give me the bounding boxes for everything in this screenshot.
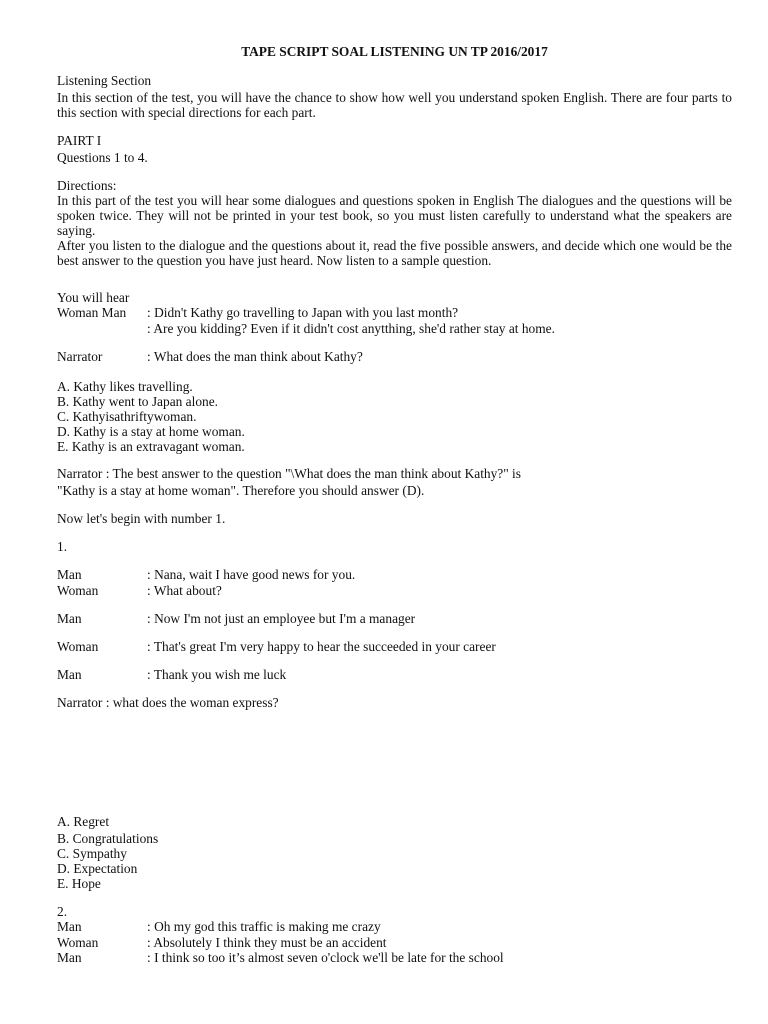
speaker-label: Man xyxy=(57,666,82,682)
directions-paragraph-2: After you listen to the dialogue and the questions about it, read the five possible answers, and decide which one would be the best answer to the question you have just heard. Now listen to a sample question. xyxy=(57,238,732,268)
speaker-label: Man xyxy=(57,566,82,582)
answer-option: D. Expectation xyxy=(57,861,138,876)
sample-answer-line-1: Narrator : The best answer to the question "\What does the man think about Kathy?" is xyxy=(57,465,521,481)
directions-heading: Directions: xyxy=(57,178,117,193)
sample-options xyxy=(57,379,732,454)
answer-option: A. Kathy likes travelling. xyxy=(57,378,193,394)
section-intro: In this section of the test, you will have the chance to show how well you understand spoken English. There are four parts to this section with special directions for each part. xyxy=(57,90,732,120)
dialogue-line xyxy=(57,567,732,583)
dialogue-line xyxy=(57,935,732,951)
document-page xyxy=(57,44,732,966)
dialogue-text: : That's great I'm very happy to hear the succeeded in your career xyxy=(147,639,496,654)
dialogue-text: : What about? xyxy=(147,583,222,598)
answer-option: B. Kathy went to Japan alone. xyxy=(57,393,219,409)
sample-answer-line-2: "Kathy is a stay at home woman". Therefore you should answer (D). xyxy=(57,482,425,498)
dialogue-text: : Now I'm not just an employee but I'm a manager xyxy=(147,610,416,626)
speaker-label: Woman xyxy=(57,934,99,950)
answer-option: E. Hope xyxy=(57,876,101,891)
dialogue-text: : Thank you wish me luck xyxy=(147,666,287,682)
sample-intro: You will hear xyxy=(57,290,130,305)
dialogue-text: : Nana, wait I have good news for you. xyxy=(147,566,356,582)
speaker-label: Narrator xyxy=(57,349,103,364)
answer-option: A. Regret xyxy=(57,814,110,829)
section-heading: Listening Section xyxy=(57,73,152,88)
directions-paragraph-1: In this part of the test you will hear some dialogues and questions spoken in English The dialogues and the questions will be spoken twice. They will not be printed in your test book, so you must listen carefully to understand what the speakers are saying. xyxy=(57,193,732,238)
speaker-label xyxy=(57,321,147,337)
answer-option: E. Kathy is an extravagant woman. xyxy=(57,438,245,454)
speaker-label: Man xyxy=(57,919,82,934)
question-number: 2. xyxy=(57,904,68,919)
answer-option: C. Kathyisathriftywoman. xyxy=(57,408,197,424)
speaker-label: Woman xyxy=(57,583,99,598)
speaker-label: Woman Man xyxy=(57,305,127,320)
narrator-question: Narrator : what does the woman express? xyxy=(57,695,279,710)
answer-option: C. Sympathy xyxy=(57,846,127,861)
dialogue-line xyxy=(57,639,732,655)
dialogue-line xyxy=(57,950,732,966)
question-1-options xyxy=(57,814,732,891)
sample-dialogue-line xyxy=(57,321,732,337)
speaker-label: Woman xyxy=(57,639,99,654)
questions-range: Questions 1 to 4. xyxy=(57,150,148,165)
document-title: TAPE SCRIPT SOAL LISTENING UN TP 2016/2017 xyxy=(241,44,548,59)
answer-option: D. Kathy is a stay at home woman. xyxy=(57,423,245,439)
speaker-label: Man xyxy=(57,950,82,965)
speaker-label: Man xyxy=(57,610,82,626)
dialogue-line xyxy=(57,919,732,935)
dialogue-line xyxy=(57,611,732,627)
dialogue-text: : I think so too it’s almost seven o'clock we'll be late for the school xyxy=(147,950,504,965)
dialogue-line xyxy=(57,583,732,599)
dialogue-line xyxy=(57,667,732,683)
dialogue-text: : Oh my god this traffic is making me crazy xyxy=(147,919,381,934)
question-number: 1. xyxy=(57,538,68,554)
dialogue-text: : Absolutely I think they must be an accident xyxy=(147,934,387,950)
sample-dialogue-line xyxy=(57,305,732,321)
narrator-question: : What does the man think about Kathy? xyxy=(147,349,363,364)
dialogue-text: : Are you kidding? Even if it didn't cost anytthing, she'd rather stay at home. xyxy=(147,320,555,336)
answer-option: B. Congratulations xyxy=(57,831,159,846)
part-heading: PAIRT I xyxy=(57,133,102,148)
dialogue-text: : Didn't Kathy go travelling to Japan with you last month? xyxy=(147,305,459,320)
sample-narrator-line xyxy=(57,349,732,365)
begin-text: Now let's begin with number 1. xyxy=(57,510,226,526)
